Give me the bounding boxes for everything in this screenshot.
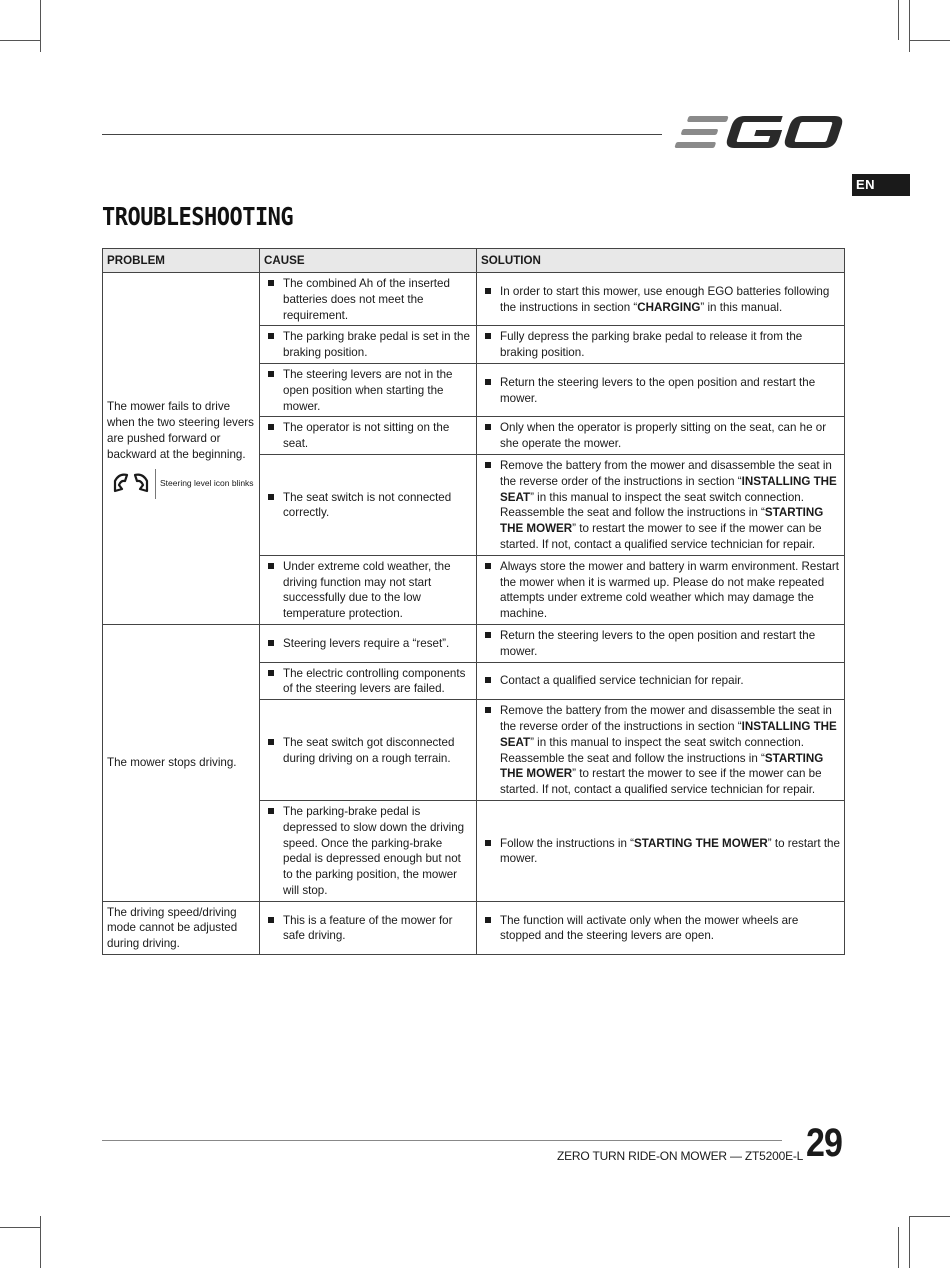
troubleshooting-table: [102, 248, 845, 955]
solution-cell: [477, 800, 845, 901]
cause-cell: [260, 273, 477, 326]
solution-cell: [477, 700, 845, 801]
problem-cell: [103, 273, 260, 625]
crop-mark: [909, 1216, 910, 1268]
solution-text: Remove the battery from the mower and disassemble the seat in the reverse order of the instructions in section “INSTALLING THE SEAT” in this manual to inspect the seat switch connection. Reassemble the seat and follow the instructions in “STARTING THE MOWER” to restart the mower to see if the mower can be started. If not, contact a qualified service technician for repair.: [481, 703, 840, 798]
footer-rule: [102, 1140, 782, 1141]
solution-text: Always store the mower and battery in warm environment. Restart the mower when it is warmed up. Please do not make repeated attempts under extreme cold weather which may damage the machine.: [481, 559, 840, 622]
solution-cell: [477, 417, 845, 455]
language-tab[interactable]: EN: [852, 174, 910, 196]
page-number: 29: [806, 1121, 843, 1165]
solution-cell: [477, 454, 845, 555]
crop-mark: [40, 1216, 41, 1268]
crop-mark: [909, 1216, 950, 1217]
header-rule: [102, 134, 662, 135]
cause-text: The seat switch got disconnected during driving on a rough terrain.: [264, 735, 472, 767]
cause-cell: [260, 363, 477, 416]
crop-mark: [0, 1227, 40, 1228]
cause-cell: [260, 624, 477, 662]
problem-cell: [103, 624, 260, 901]
solution-cell: [477, 363, 845, 416]
solution-cell: [477, 273, 845, 326]
cause-cell: [260, 800, 477, 901]
solution-cell: [477, 624, 845, 662]
crop-mark: [909, 40, 950, 41]
solution-text: Return the steering levers to the open position and restart the mower.: [481, 628, 840, 660]
cause-cell: [260, 901, 477, 954]
cause-text: The electric controlling components of the steering levers are failed.: [264, 666, 472, 698]
solution-cell: [477, 662, 845, 700]
crop-mark: [0, 40, 40, 41]
solution-text: Remove the battery from the mower and disassemble the seat in the reverse order of the instructions in section “INSTALLING THE SEAT” in this manual to inspect the seat switch connection. Reassemble the seat and follow the instructions in “STARTING THE MOWER” to restart the mower to see if the mower can be started. If not, contact a qualified service technician for repair.: [481, 458, 840, 553]
solution-text: Contact a qualified service technician for repair.: [481, 673, 840, 689]
steering-indicator: [111, 469, 255, 499]
cause-cell: [260, 454, 477, 555]
indicator-label: Steering level icon blinks: [160, 478, 254, 489]
solution-cell: [477, 555, 845, 624]
solution-text: Return the steering levers to the open position and restart the mower.: [481, 375, 840, 407]
header-solution: SOLUTION: [477, 249, 845, 273]
cause-text: Under extreme cold weather, the driving function may not start successfully due to the low temperature protection.: [264, 559, 472, 622]
cause-text: The parking brake pedal is set in the braking position.: [264, 329, 472, 361]
table-row: [103, 273, 845, 326]
cause-text: The seat switch is not connected correctly.: [264, 490, 472, 522]
solution-text: Fully depress the parking brake pedal to release it from the braking position.: [481, 329, 840, 361]
footer-title: ZERO TURN RIDE-ON MOWER — ZT5200E-L: [557, 1149, 804, 1163]
cause-text: This is a feature of the mower for safe driving.: [264, 913, 472, 945]
problem-text: The mower fails to drive when the two steering levers are pushed forward or backward at the beginning.: [107, 400, 254, 461]
ego-logo: [672, 112, 844, 154]
table-row: [103, 901, 845, 954]
problem-text: The driving speed/driving mode cannot be adjusted during driving.: [107, 905, 238, 951]
cause-cell: [260, 326, 477, 364]
crop-mark: [898, 1227, 899, 1268]
problem-cell: [103, 901, 260, 954]
page-title: TROUBLESHOOTING: [102, 203, 294, 232]
cause-cell: [260, 700, 477, 801]
indicator-divider: [155, 469, 156, 499]
solution-cell: [477, 901, 845, 954]
cause-text: The parking-brake pedal is depressed to slow down the driving speed. Once the parking-brake pedal is depressed enough but not to the parking position, the mower will stop.: [264, 804, 472, 899]
problem-text: The mower stops driving.: [107, 756, 237, 770]
header-problem: PROBLEM: [103, 249, 260, 273]
crop-mark: [40, 0, 41, 52]
cause-cell: [260, 555, 477, 624]
table-header-row: [103, 249, 845, 273]
cause-text: The combined Ah of the inserted batteries does not meet the requirement.: [264, 276, 472, 323]
solution-text: Follow the instructions in “STARTING THE MOWER” to restart the mower.: [481, 836, 840, 868]
solution-cell: [477, 326, 845, 364]
solution-text: The function will activate only when the mower wheels are stopped and the steering levers are open.: [481, 913, 840, 945]
header-cause: CAUSE: [260, 249, 477, 273]
cause-text: The operator is not sitting on the seat.: [264, 420, 472, 452]
crop-mark: [909, 0, 910, 52]
solution-text: Only when the operator is properly sitting on the seat, can he or she operate the mower.: [481, 420, 840, 452]
table-row: [103, 624, 845, 662]
steering-lever-icon: [111, 471, 151, 497]
cause-cell: [260, 662, 477, 700]
cause-cell: [260, 417, 477, 455]
cause-text: Steering levers require a “reset”.: [264, 636, 472, 652]
crop-mark: [898, 0, 899, 40]
cause-text: The steering levers are not in the open position when starting the mower.: [264, 367, 472, 414]
solution-text: In order to start this mower, use enough EGO batteries following the instructions in section “CHARGING” in this manual.: [481, 284, 840, 316]
